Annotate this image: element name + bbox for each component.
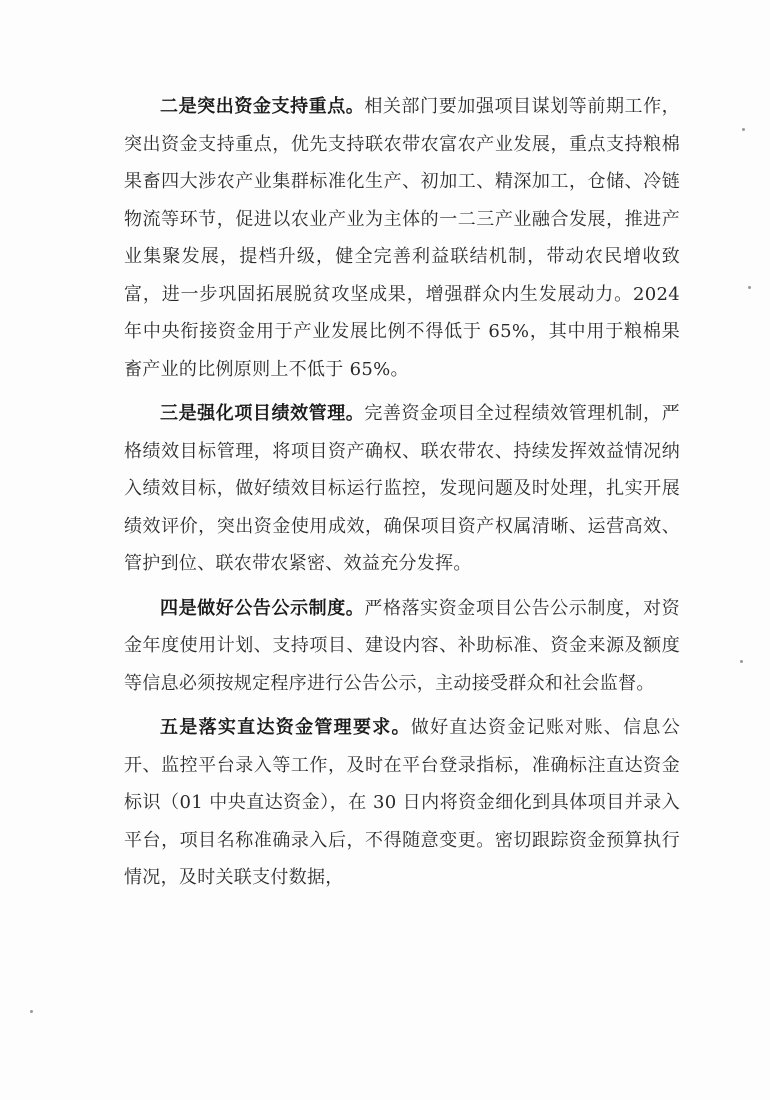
paragraph-lead: 四是做好公告公示制度。 <box>160 597 365 619</box>
scan-speck <box>30 1010 33 1013</box>
paragraph-lead: 五是落实直达资金管理要求。 <box>160 717 411 738</box>
paragraph-text: 做好直达资金记账对账、信息公开、监控平台录入等工作，及时在平台登录指标，准确标注直达资金标识（01 中央直达资金），在 30 日内将资金细化到具体项目并录入平台，项目名称准确录入后，不得随意变更。密切跟踪资金预算执行情况，及时关联支付数据， <box>124 717 680 888</box>
paragraph-direct-funds <box>124 709 680 897</box>
document-body <box>124 88 680 904</box>
scan-speck <box>748 286 751 289</box>
paragraph-text: 完善资金项目全过程绩效管理机制，严格绩效目标管理，将项目资产确权、联农带农、持续发挥效益情况纳入绩效目标，做好绩效目标运行监控，发现问题及时处理，扎实开展绩效评价，突出资金使用成效，确保项目资产权属清晰、运营高效、管护到位、联农带农紧密、效益充分发挥。 <box>124 403 680 574</box>
paragraph-performance-management <box>124 395 680 583</box>
paragraph-funding-focus <box>124 88 680 388</box>
paragraph-text: 严格落实资金项目公告公示制度，对资金年度使用计划、支持项目、建设内容、补助标准、资金来源及额度等信息必须按规定程序进行公告公示，主动接受群众和社会监督。 <box>124 597 680 694</box>
scan-speck <box>742 128 745 131</box>
paragraph-lead: 二是突出资金支持重点。 <box>160 96 365 117</box>
scan-speck <box>740 660 743 663</box>
paragraph-lead: 三是强化项目绩效管理。 <box>160 403 365 424</box>
paragraph-text: 相关部门要加强项目谋划等前期工作，突出资金支持重点，优先支持联农带农富农产业发展，重点支持粮棉果畜四大涉农产业集群标准化生产、初加工、精深加工，仓储、冷链物流等环节，促进以农业产业为主体的一二三产业融合发展，推进产业集聚发展，提档升级，健全完善利益联结机制，带动农民增收致富，进一步巩固拓展脱贫攻坚成果，增强群众内生发展动力。2024 年中央衔接资金用于产业发展比例不得低于 65%，其中用于粮棉果畜产业的比例原则上不低于 65%。 <box>124 96 680 380</box>
paragraph-public-notice <box>124 590 680 703</box>
